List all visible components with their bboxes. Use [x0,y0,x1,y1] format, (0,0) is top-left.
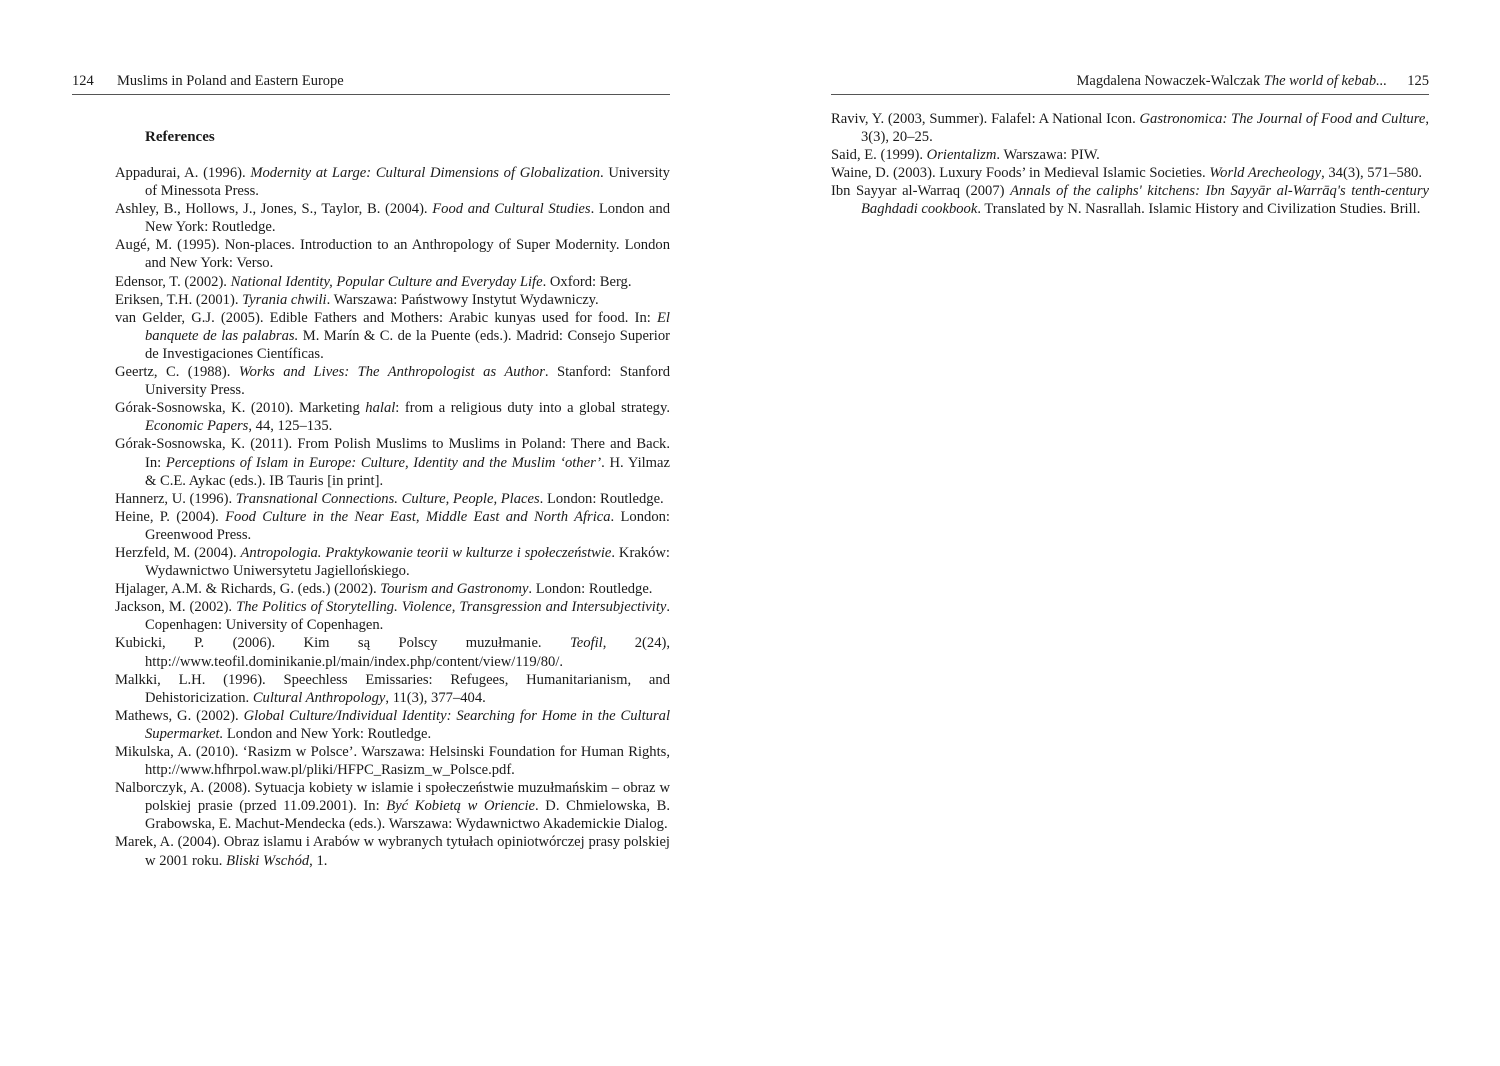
section-title: References [145,129,215,145]
reference-entry: van Gelder, G.J. (2005). Edible Fathers and Mothers: Arabic kunyas used for food. In: El banquete de las palabras. M. Marín & C. de la Puente (eds.). Madrid: Consejo Superior de Investigaciones Científicas. [115,309,670,362]
reference-entry: Kubicki, P. (2006). Kim są Polscy muzułmanie. Teofil, 2(24), http://www.teofil.dominikanie.pl/main/index.php/content/view/119/80/. [115,635,670,670]
reference-entry: Said, E. (1999). Orientalizm. Warszawa: PIW. [831,147,1100,164]
page-number: 125 [1407,73,1429,89]
page-number: 124 [72,73,94,89]
reference-entry: Górak-Sosnowska, K. (2010). Marketing halal: from a religious duty into a global strategy. Economic Papers, 44, 125–135. [115,400,670,435]
page-header [72,72,670,95]
reference-entry: Mikulska, A. (2010). ‘Rasizm w Polsce’. Warszawa: Helsinski Foundation for Human Rights, http://www.hfhrpol.waw.pl/pliki/HFPC_Rasizm_w_Polsce.pdf. [115,744,670,779]
reference-entry: Malkki, L.H. (1996). Speechless Emissaries: Refugees, Humanitarianism, and Dehistoricization. Cultural Anthropology, 11(3), 377–404. [115,671,670,706]
reference-entry: Raviv, Y. (2003, Summer). Falafel: A National Icon. Gastronomica: The Journal of Food and Culture, 3(3), 20–25. [831,111,1430,146]
reference-entry: Jackson, M. (2002). The Politics of Storytelling. Violence, Transgression and Intersubjectivity. Copenhagen: University of Copenhagen. [115,599,671,634]
reference-entry: Edensor, T. (2002). National Identity, Popular Culture and Everyday Life. Oxford: Berg. [115,273,632,290]
reference-entry: Górak-Sosnowska, K. (2011). From Polish Muslims to Muslims in Poland: There and Back. In: Perceptions of Islam in Europe: Culture, Identity and the Muslim ‘other’. H. Yilmaz & C.E. Aykac (eds.). IB Tauris [in print]. [115,436,670,489]
reference-entry: Ibn Sayyar al-Warraq (2007) Annals of the caliphs' kitchens: Ibn Sayyār al-Warrāq's tenth-century Baghdadi cookbook. Translated by N. Nasrallah. Islamic History and Civilization Studies. Brill. [831,183,1429,218]
reference-entry: Augé, M. (1995). Non-places. Introduction to an Anthropology of Super Modernity. London and New York: Verso. [115,237,670,272]
reference-entry: Waine, D. (2003). Luxury Foods’ in Medieval Islamic Societies. World Arecheology, 34(3), 571–580. [831,165,1422,182]
reference-entry: Hannerz, U. (1996). Transnational Connections. Culture, People, Places. London: Routledge. [115,490,664,507]
reference-entry: Marek, A. (2004). Obraz islamu i Arabów w wybranych tytułach opiniotwórczej prasy polskiej w 2001 roku. Bliski Wschód, 1. [115,834,670,869]
reference-entry: Heine, P. (2004). Food Culture in the Near East, Middle East and North Africa. London: Greenwood Press. [115,508,670,543]
reference-list [115,164,670,870]
reference-entry: Ashley, B., Hollows, J., Jones, S., Taylor, B. (2004). Food and Cultural Studies. London and New York: Routledge. [115,201,671,236]
running-title [1077,72,1387,90]
reference-entry: Nalborczyk, A. (2008). Sytuacja kobiety w islamie i społeczeństwie muzułmańskim – obraz w polskiej prasie (przed 11.09.2001). In: Być Kobietą w Oriencie. D. Chmielowska, B. Grabowska, E. Machut-Mendecka (eds.). Warszawa: Wydawnictwo Akademickie Dialog. [115,780,670,833]
reference-entry: Geertz, C. (1988). Works and Lives: The Anthropologist as Author. Stanford: Stanford University Press. [115,364,670,399]
right-page [831,0,1429,1066]
reference-entry: Eriksen, T.H. (2001). Tyrania chwili. Warszawa: Państwowy Instytut Wydawniczy. [115,291,599,308]
page-header [831,72,1429,95]
running-title-author: Magdalena Nowaczek-Walczak [1076,73,1264,89]
reference-list [831,110,1429,219]
reference-entry: Herzfeld, M. (2004). Antropologia. Praktykowanie teorii w kulturze i społeczeństwie. Kraków: Wydawnictwo Uniwersytetu Jagiellońskiego. [115,544,670,580]
reference-entry: Hjalager, A.M. & Richards, G. (eds.) (2002). Tourism and Gastronomy. London: Routledge. [115,581,653,598]
reference-entry: Mathews, G. (2002). Global Culture/Individual Identity: Searching for Home in the Cultural Supermarket. London and New York: Routledge. [115,707,670,742]
left-page [72,0,670,1066]
reference-entry: Appadurai, A. (1996). Modernity at Large: Cultural Dimensions of Globalization. University of Minessota Press. [115,165,670,200]
running-title: Muslims in Poland and Eastern Europe [117,73,344,89]
running-title-work: The world of kebab... [1263,73,1387,89]
